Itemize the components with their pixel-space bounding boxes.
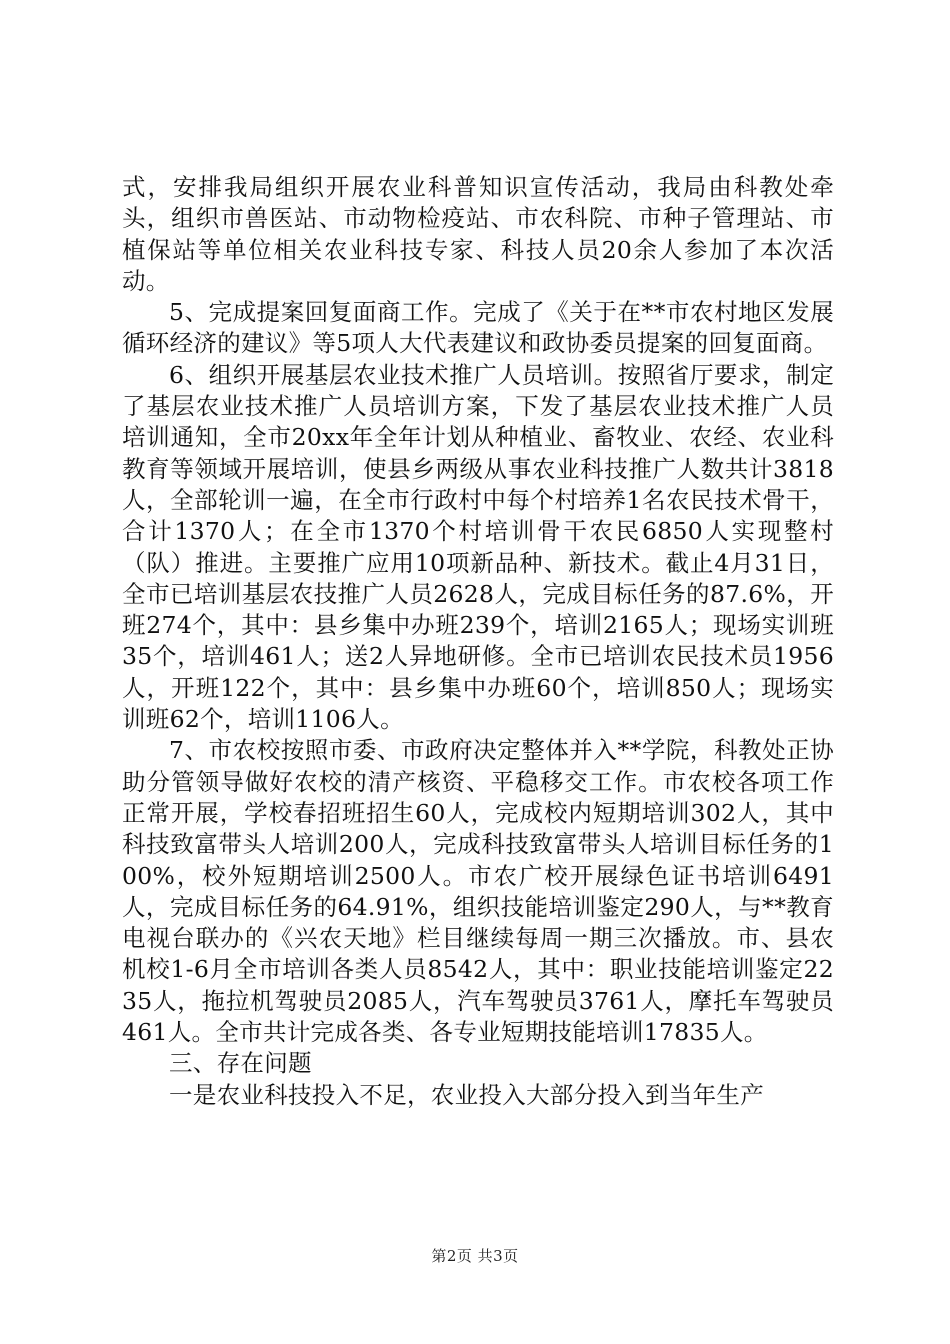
- page-footer: 第2页 共3页: [431, 1247, 519, 1265]
- paragraph-problem-1: 一是农业科技投入不足，农业投入大部分投入到当年生产: [169, 1080, 764, 1109]
- section-heading-problems: 三、存在问题: [169, 1049, 312, 1078]
- paragraph-item-5: 5、完成提案回复面商工作。完成了《关于在**市农村地区发展循环经济的建议》等5项人大代表建议和政协委员提案的回复面商。: [122, 298, 834, 358]
- paragraph-continued: 式，安排我局组织开展农业科普知识宣传活动，我局由科教处牵头，组织市兽医站、市动物检疫站、市农科院、市种子管理站、市植保站等单位相关农业科技专家、科技人员20余人参加了本次活动。: [122, 173, 834, 295]
- paragraph-item-7: 7、市农校按照市委、市政府决定整体并入**学院，科教处正协助分管领导做好农校的清产核资、平稳移交工作。市农校各项工作正常开展，学校春招班招生60人，完成校内短期培训302人，其中科技致富带头人培训200人，完成科技致富带头人培训目标任务的100%，校外短期培训2500人。市农广校开展绿色证书培训6491人，完成目标任务的64.91%，组织技能培训鉴定290人，与**教育电视台联办的《兴农天地》栏目继续每周一期三次播放。市、县农机校1-6月全市培训各类人员8542人，其中：职业技能培训鉴定2235人，拖拉机驾驶员2085人，汽车驾驶员3761人，摩托车驾驶员461人。全市共计完成各类、各专业短期技能培训17835人。: [122, 736, 834, 1047]
- paragraph-item-6: 6、组织开展基层农业技术推广人员培训。按照省厅要求，制定了基层农业技术推广人员培训方案，下发了基层农业技术推广人员培训通知，全市20xx年全年计划从种植业、畜牧业、农经、农业科教育等领域开展培训，使县乡两级从事农业科技推广人数共计3818人，全部轮训一遍，在全市行政村中每个村培养1名农民技术骨干，合计1370人；在全市1370个村培训骨干农民6850人实现整村（队）推进。主要推广应用10项新品种、新技术。截止4月31日，全市已培训基层农技推广人员2628人，完成目标任务的87.6%，开班274个，其中：县乡集中办班239个，培训2165人；现场实训班35个，培训461人；送2人异地研修。全市已培训农民技术员1956人，开班122个，其中：县乡集中办班60个，培训850人；现场实训班62个，培训1106人。: [122, 360, 834, 734]
- document-body: [122, 172, 834, 1111]
